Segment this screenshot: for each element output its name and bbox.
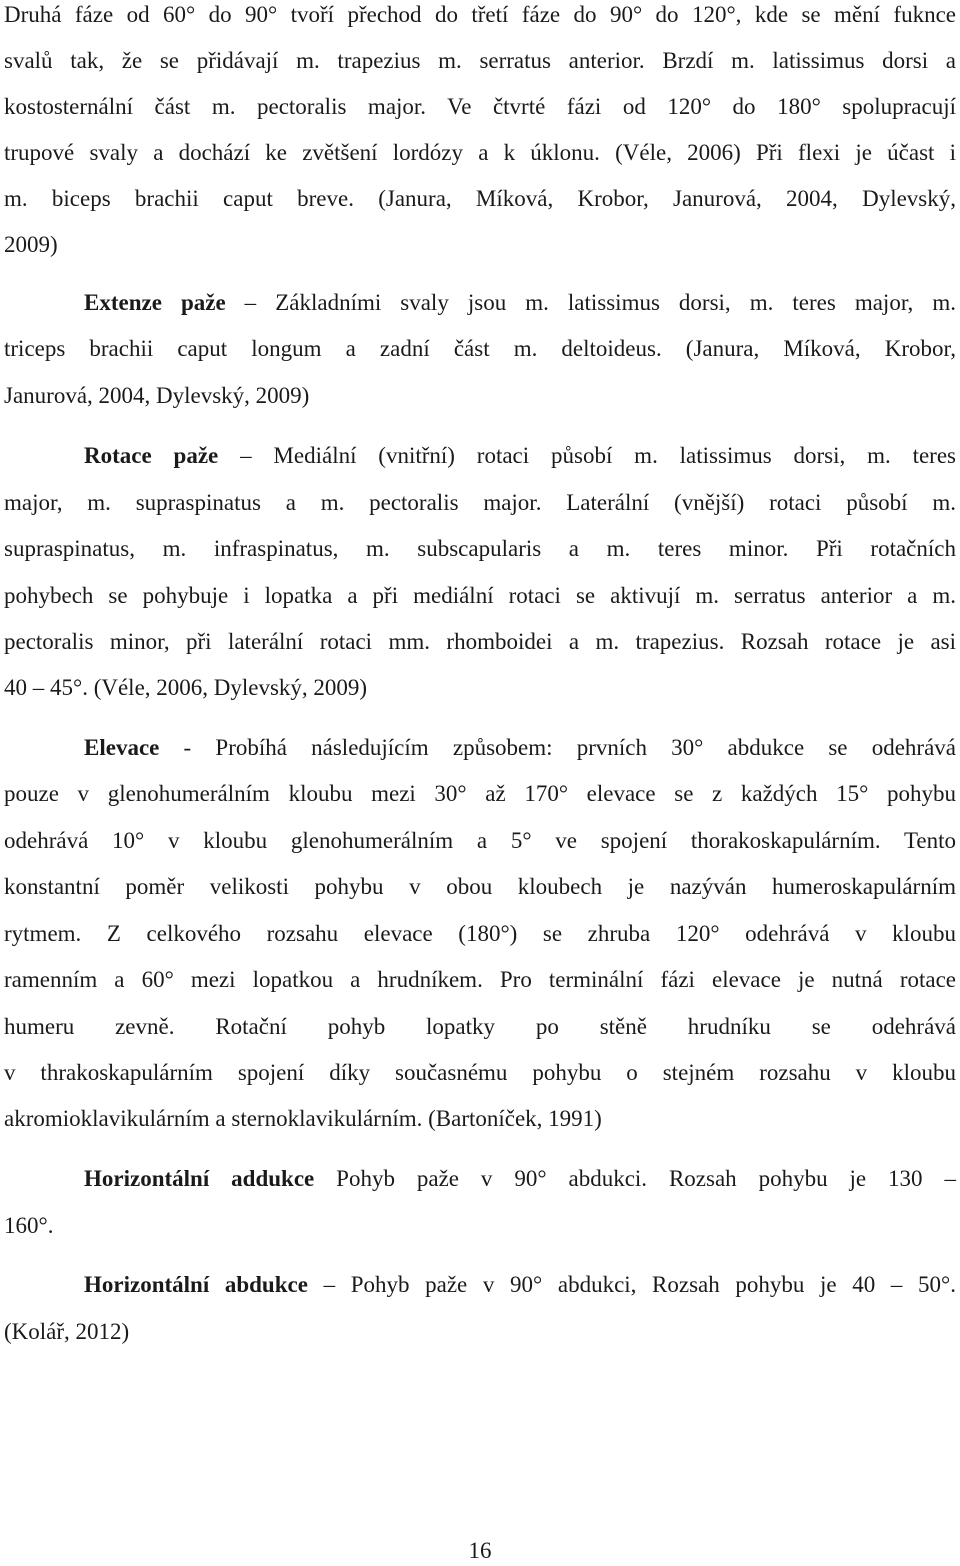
- body-text-line: ramenním a 60° mezi lopatkou a hrudníkem. Pro terminální fázi elevace je nutná rotace: [4, 967, 956, 992]
- paragraph-first-line: [84, 288, 956, 318]
- body-text-line: major, m. supraspinatus a m. pectoralis major. Laterální (vnější) rotaci působí m.: [4, 490, 956, 515]
- body-text-line: trupové svaly a dochází ke zvětšení lordózy a k úklonu. (Véle, 2006) Při flexi je účast i: [4, 140, 956, 165]
- section-heading-elevace: Elevace: [84, 735, 160, 760]
- body-text-line: odehrává 10° v kloubu glenohumerálním a 5° ve spojení thorakoskapulárním. Tento: [4, 828, 956, 853]
- body-text-line: 160°.: [4, 1213, 54, 1238]
- body-text-line: humeru zevně. Rotační pohyb lopatky po stěně hrudníku se odehrává: [4, 1014, 956, 1039]
- paragraph-text: – Pohyb paže v 90° abdukci, Rozsah pohybu je 40 – 50°.: [307, 1272, 956, 1297]
- page-number: 16: [468, 1538, 492, 1563]
- body-text-line: Janurová, 2004, Dylevský, 2009): [4, 383, 310, 408]
- body-text-line: triceps brachii caput longum a zadní část m. deltoideus. (Janura, Míková, Krobor,: [4, 336, 956, 361]
- body-text-line: pectoralis minor, při laterální rotaci mm. rhomboidei a m. trapezius. Rozsah rotace je asi: [4, 629, 956, 654]
- section-heading-extenze: Extenze paže: [84, 290, 226, 315]
- paragraph-text: – Základními svaly jsou m. latissimus dorsi, m. teres major, m.: [225, 290, 956, 315]
- body-text-line: v thrakoskapulárním spojení díky současnému pohybu o stejném rozsahu v kloubu: [4, 1060, 956, 1085]
- body-text-line: svalů tak, že se přidávají m. trapezius m. serratus anterior. Brzdí m. latissimus dorsi a: [4, 48, 956, 73]
- paragraph-first-line: [84, 1270, 956, 1300]
- body-text-line: (Kolář, 2012): [4, 1319, 130, 1344]
- section-heading-rotace: Rotace paže: [84, 443, 219, 468]
- body-text-line: rytmem. Z celkového rozsahu elevace (180°) se zhruba 120° odehrává v kloubu: [4, 921, 956, 946]
- paragraph-text: Pohyb paže v 90° abdukci. Rozsah pohybu je 130 –: [314, 1166, 956, 1191]
- body-text-line: akromioklavikulárním a sternoklavikulárním. (Bartoníček, 1991): [4, 1106, 602, 1131]
- paragraph-text: - Probíhá následujícím způsobem: prvních 30° abdukce se odehrává: [159, 735, 956, 760]
- body-text-line: 2009): [4, 232, 58, 257]
- body-text-line: pouze v glenohumerálním kloubu mezi 30° až 170° elevace se z každých 15° pohybu: [4, 781, 956, 806]
- body-text-line: Druhá fáze od 60° do 90° tvoří přechod do třetí fáze do 90° do 120°, kde se mění fuknce: [4, 2, 956, 27]
- paragraph-first-line: [84, 441, 956, 471]
- body-text-line: 40 – 45°. (Véle, 2006, Dylevský, 2009): [4, 675, 368, 700]
- paragraph-first-line: [84, 733, 956, 763]
- body-text-line: m. biceps brachii caput breve. (Janura, Míková, Krobor, Janurová, 2004, Dylevský,: [4, 186, 956, 211]
- body-text-line: konstantní poměr velikosti pohybu v obou kloubech je nazýván humeroskapulárním: [4, 874, 956, 899]
- paragraph-first-line: [84, 1164, 956, 1194]
- body-text-line: supraspinatus, m. infraspinatus, m. subscapularis a m. teres minor. Při rotačních: [4, 536, 956, 561]
- paragraph-text: – Mediální (vnitřní) rotaci působí m. latissimus dorsi, m. teres: [218, 443, 957, 468]
- section-heading-horizontal-adduction: Horizontální addukce: [84, 1166, 315, 1191]
- section-heading-horizontal-abduction: Horizontální abdukce: [84, 1272, 308, 1297]
- body-text-line: kostosternální část m. pectoralis major. Ve čtvrté fázi od 120° do 180° spolupracují: [4, 94, 956, 119]
- body-text-line: pohybech se pohybuje i lopatka a při mediální rotaci se aktivují m. serratus anterior a m.: [4, 583, 956, 608]
